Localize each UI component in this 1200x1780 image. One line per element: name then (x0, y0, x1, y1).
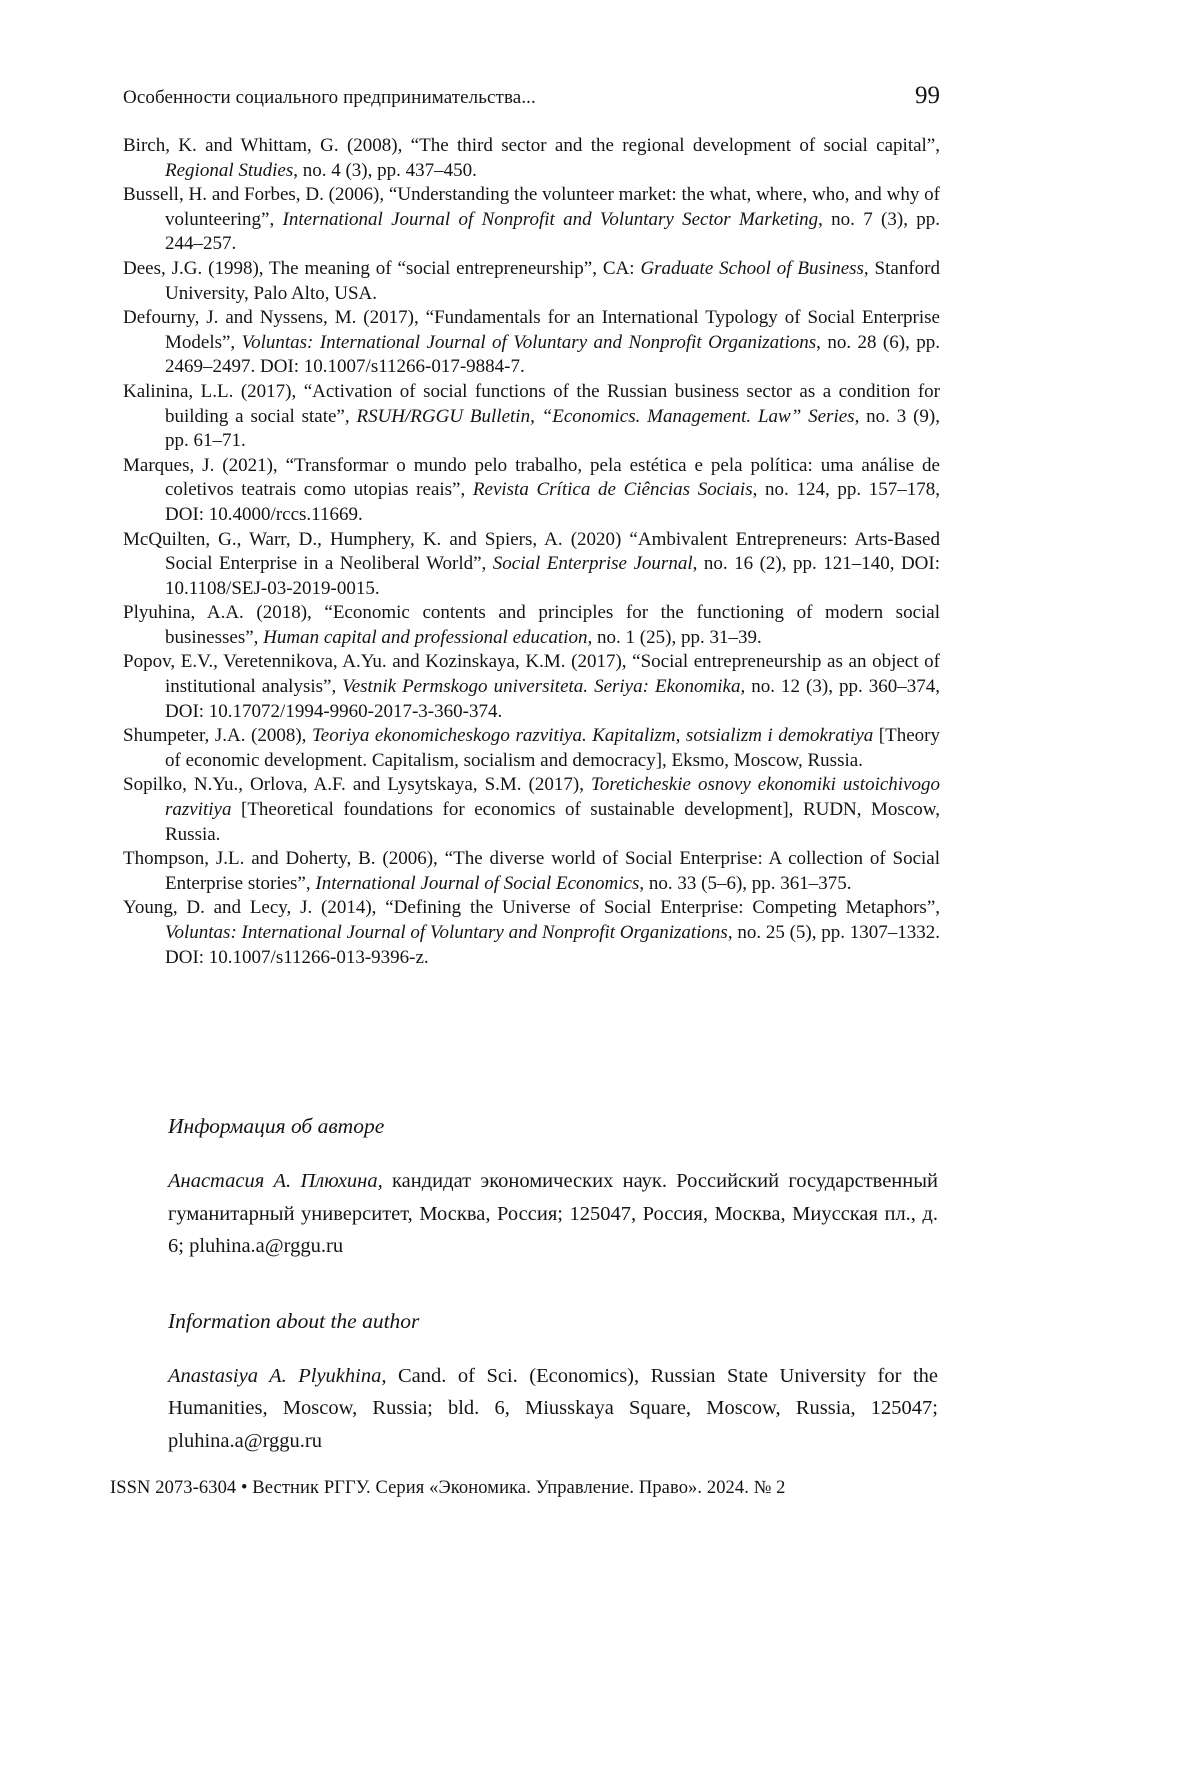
text-segment: Cand. of Sci. (Economics), Russian State University for the Humanities, Moscow, Russia; bld. 6, Miusskaya Square, Moscow, Russia, 125047; pluhina.a@rggu.ru (168, 1364, 939, 1452)
italic-text-segment: Graduate School of Business (640, 257, 864, 279)
text-segment: Thompson, J.L. and Doherty, B. (2006), “The diverse world of Social Enterprise: A collection of Social Enterprise stories”, (123, 848, 940, 894)
text-segment: McQuilten, G., Warr, D., Humphery, K. and Spiers, A. (2020) “Ambivalent Entrepreneurs: Arts-Based Social Enterprise in a Neoliberal World”, (123, 528, 940, 575)
text-segment: Dees, J.G. (1998), The meaning of “social entrepreneurship”, CA: (123, 257, 641, 279)
text-segment: [Theoretical foundations for economics of sustainable development], RUDN, Moscow, Russia. (165, 799, 940, 845)
italic-text-segment: Regional Studies (165, 159, 294, 181)
text-segment: , no. 28 (6), pp. 2469–2497. DOI: 10.1007/s11266-017-9884-7. (165, 331, 940, 378)
text-segment: , no. 7 (3), pp. 244–257. (165, 208, 941, 255)
text-segment: , no. 33 (5–6), pp. 361–375. (639, 872, 852, 894)
reference-entry (123, 650, 940, 724)
reference-entry (123, 773, 940, 847)
author-paragraph (168, 1360, 938, 1458)
text-segment: Shumpeter, J.A. (2008), (123, 725, 312, 747)
references-list (123, 134, 940, 970)
reference-entry (123, 306, 940, 380)
text-segment: Marques, J. (2021), “Transformar o mundo pelo trabalho, pela estética e pela política: uma análise de coletivos teatrais como utopias reais”, (123, 454, 940, 501)
text-segment: Birch, K. and Whittam, G. (2008), “The third sector and the regional development of social capital”, (123, 135, 940, 156)
italic-text-segment: Voluntas: International Journal of Voluntary and Nonprofit Organizations (165, 922, 728, 943)
italic-text-segment: Анастасия А. Плюхина, (168, 1170, 383, 1192)
text-segment: , no. 3 (9), pp. 61–71. (165, 405, 940, 452)
text-segment: Sopilko, N.Yu., Orlova, A.F. and Lysytskaya, S.M. (2017), (123, 774, 592, 796)
italic-text-segment: Vestnik Permskogo universiteta. Seriya: Ekonomika (342, 676, 741, 698)
section-heading: Information about the author (168, 1308, 420, 1333)
author-paragraph (168, 1165, 938, 1263)
text-segment: , no. 25 (5), pp. 1307–1332. DOI: 10.1007/s11266-013-9396-z. (165, 922, 940, 968)
text-segment: , no. 16 (2), pp. 121–140, DOI: 10.1108/SEJ-03-2019-0015. (165, 553, 941, 599)
text-segment: , no. 4 (3), pp. 437–450. (293, 159, 477, 181)
page-header (123, 82, 940, 110)
author-info-section (168, 1309, 938, 1458)
italic-text-segment: Anastasiya A. Plyukhina, (168, 1364, 387, 1387)
italic-text-segment: Human capital and professional education, (263, 626, 593, 648)
reference-entry (123, 896, 940, 970)
reference-entry (123, 380, 940, 454)
author-info-sections (168, 1114, 938, 1457)
reference-entry (123, 183, 940, 257)
reference-entry (123, 134, 940, 183)
running-title: Особенности социального предпринимательства... (123, 87, 536, 108)
text-segment: Popov, E.V., Veretennikova, A.Yu. and Kozinskaya, K.M. (2017), “Social entrepreneurship as an object of institutional analysis”, (123, 651, 940, 698)
text-segment: Plyuhina, A.A. (2018), “Economic contents and principles for the functioning of modern social businesses”, (123, 602, 940, 648)
italic-text-segment: International Journal of Nonprofit and Voluntary Sector Marketing (282, 208, 819, 230)
text-segment: , Stanford University, Palo Alto, USA. (165, 257, 940, 304)
footer-text: ISSN 2073-6304 • Вестник РГГУ. Серия «Экономика. Управление. Право». 2024. № 2 (110, 1478, 786, 1498)
italic-text-segment: Teoriya ekonomicheskogo razvitiya. Kapitalizm, sotsializm i demokratiya (311, 725, 874, 747)
italic-text-segment: Toreticheskie osnovy ekonomiki ustoichivogo razvitiya (165, 774, 941, 821)
reference-entry (123, 601, 940, 650)
italic-text-segment: Revista Crítica de Ciências Sociais (472, 479, 753, 501)
section-heading: Информация об авторе (168, 1114, 385, 1138)
text-segment: [Theory of economic development. Capitalism, socialism and democracy], Eksmo, Moscow, Russia. (165, 725, 940, 771)
italic-text-segment: International Journal of Social Economics (315, 872, 640, 894)
reference-entry (123, 454, 940, 528)
text-segment: Young, D. and Lecy, J. (2014), “Defining the Universe of Social Enterprise: Competing Metaphors”, (123, 897, 940, 919)
reference-entry (123, 847, 940, 896)
text-segment: Defourny, J. and Nyssens, M. (2017), “Fundamentals for an International Typology of Social Enterprise Models”, (123, 307, 940, 353)
page-footer (110, 1478, 786, 1499)
author-info-section (168, 1114, 938, 1263)
italic-text-segment: Social Enterprise Journal (492, 553, 693, 575)
italic-text-segment: Voluntas: International Journal of Voluntary and Nonprofit Organizations (241, 331, 817, 353)
text-segment: кандидат экономических наук. Российский государственный гуманитарный университет, Москва, Россия; 125047, Россия, Москва, Миусская пл., д. 6; pluhina.a@rggu.ru (168, 1170, 938, 1257)
reference-entry (123, 528, 940, 602)
italic-text-segment: RSUH/RGGU Bulletin, “Economics. Management. Law” Series (356, 405, 855, 427)
text-segment: Kalinina, L.L. (2017), “Activation of social functions of the Russian business sector as a condition for building a social state”, (123, 380, 940, 427)
reference-entry (123, 724, 940, 773)
text-segment: , no. 124, pp. 157–178, DOI: 10.4000/rccs.11669. (165, 479, 941, 525)
reference-entry (123, 257, 940, 306)
text-segment: Bussell, H. and Forbes, D. (2006), “Understanding the volunteer market: the what, where, who, and why of volunteering”, (123, 184, 940, 230)
page-number: 99 (915, 82, 940, 109)
text-segment: no. 1 (25), pp. 31–39. (592, 626, 762, 648)
text-segment: , no. 12 (3), pp. 360–374, DOI: 10.17072/1994-9960-2017-3-360-374. (165, 676, 940, 722)
